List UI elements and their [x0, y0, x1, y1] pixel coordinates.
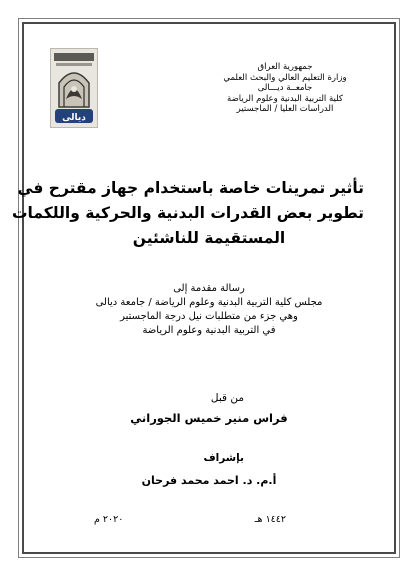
- header-university: جامعــة ديـــالى: [257, 83, 313, 93]
- page-border: [11, 22, 396, 554]
- statement-line-3: وهي جزء من متطلبات نيل درجة الماجستير: [120, 311, 298, 322]
- supervisor-name: أ.م. د. احمد محمد فرحان: [141, 474, 277, 487]
- gregorian-date: ٢٠٢٠ م: [94, 514, 124, 525]
- title-line-2: تطوير بعض القدرات البدنية والحركية واللكمات: [11, 204, 364, 222]
- author-name: فراس منير خميس الجوراني: [130, 411, 288, 425]
- logo-text: ديالى: [62, 113, 86, 123]
- by-label: من قبل: [210, 392, 244, 404]
- statement-line-4: في التربية البدنية وعلوم الرياضة: [142, 325, 276, 336]
- header-department: الدراسات العليا / الماجستير: [236, 104, 334, 114]
- statement-line-2: مجلس كلية التربية البدنية وعلوم الرياضة / جامعة ديالى: [95, 297, 323, 308]
- title-line-3: المستقيمة للناشئين: [132, 229, 286, 247]
- supervision-label: بإشراف: [203, 452, 244, 464]
- header-college: كلية التربية البدنية وعلوم الرياضة: [227, 93, 343, 104]
- submission-statement: [64, 282, 354, 338]
- title-line-1: تأثير تمرينات خاصة باستخدام جهاز مقترح في: [17, 179, 364, 197]
- hijri-date: ١٤٤٢ هـ: [254, 514, 286, 525]
- university-logo-graphic: [51, 49, 97, 127]
- header-country: جمهورية العراق: [257, 62, 313, 72]
- university-logo: [50, 48, 98, 128]
- statement-line-1: رسالة مقدمة إلى: [173, 283, 245, 294]
- header-ministry: وزارة التعليم العالي والبحث العلمي: [223, 72, 347, 83]
- thesis-title: [11, 176, 364, 251]
- institution-header: [200, 62, 370, 115]
- document-page: [11, 18, 400, 558]
